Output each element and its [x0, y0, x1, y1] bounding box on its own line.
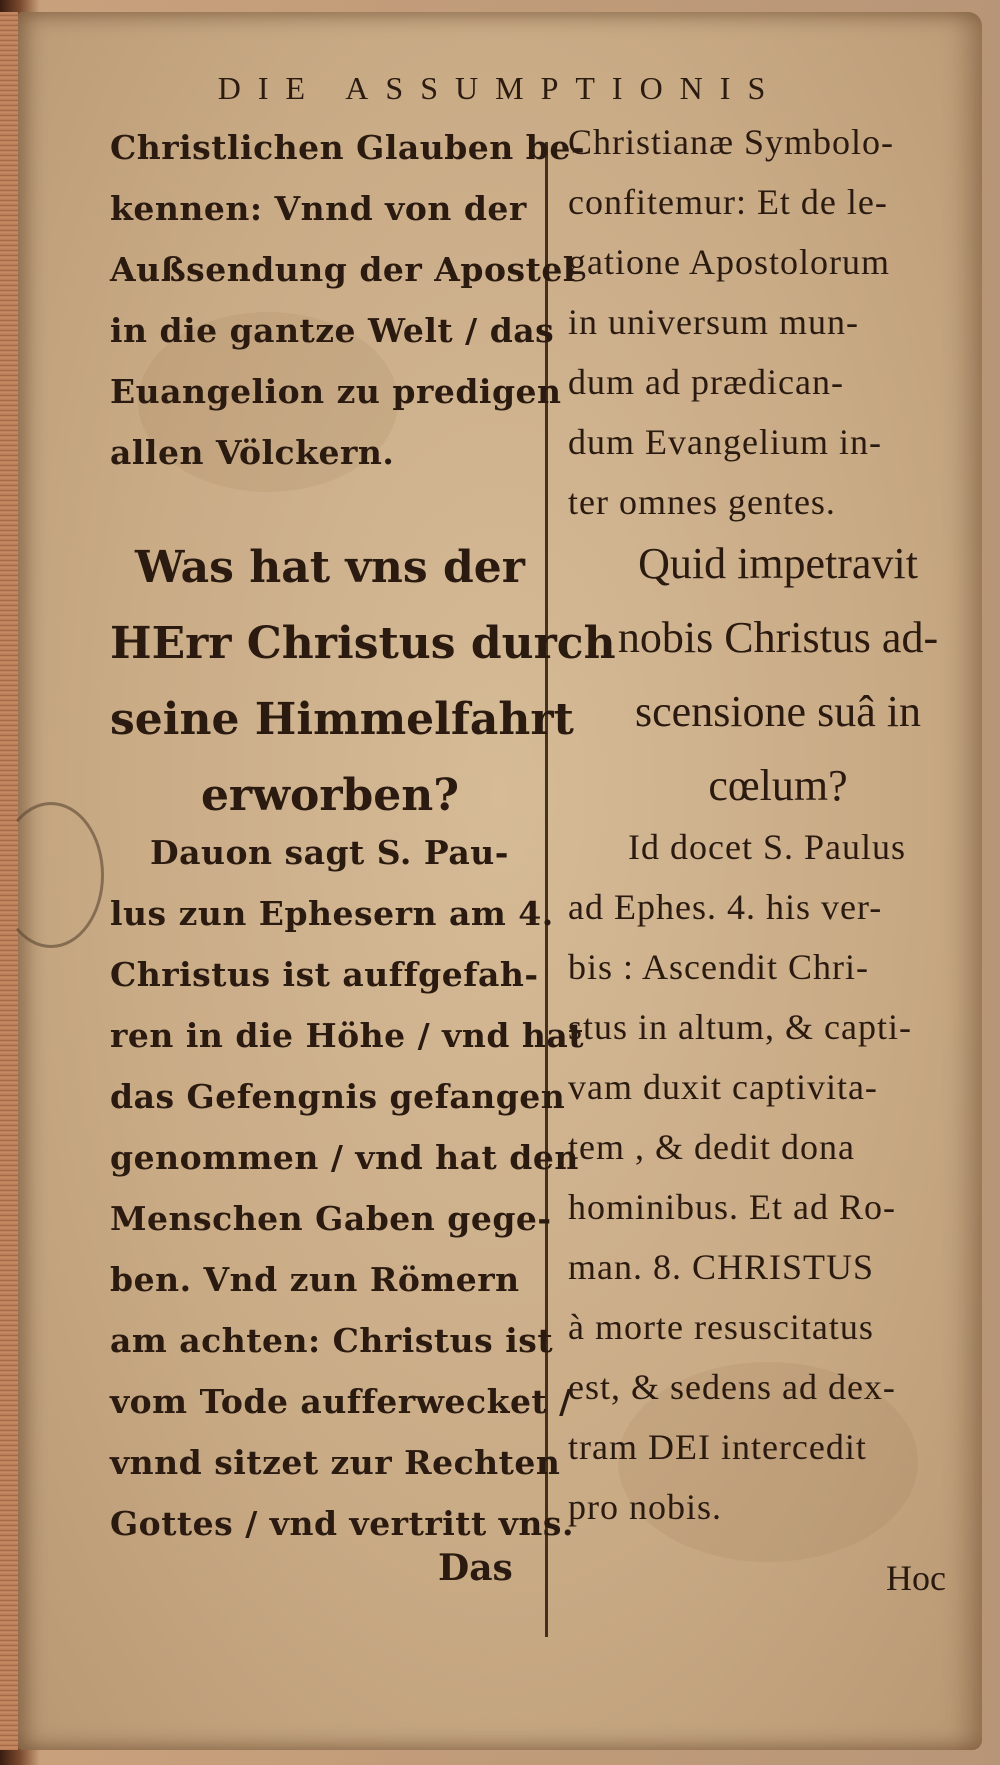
german-answer: [110, 822, 585, 1554]
text-line: stus in altum, & capti-: [568, 1007, 912, 1047]
text-line: ad Ephes. 4. his ver-: [568, 887, 883, 927]
text-line: ter omnes gentes.: [568, 482, 836, 522]
text-line: est, & sedens ad dex-: [568, 1367, 896, 1407]
text-line: pro nobis.: [568, 1487, 722, 1527]
heading-line: seine Himmelfahrt: [110, 694, 574, 745]
text-line: bis : Ascendit Chri-: [568, 947, 869, 987]
german-intro: [110, 117, 586, 483]
text-line: confitemur: Et de le-: [568, 182, 888, 222]
text-line: tem , & dedit dona: [568, 1127, 855, 1167]
text-line: dum ad prædican-: [568, 362, 844, 402]
text-line: gatione Apostolorum: [568, 242, 890, 282]
text-line: Außsendung der Apostel: [110, 250, 576, 289]
text-line: Christus ist auffgefah-: [110, 955, 539, 994]
text-line: genommen / vnd hat den: [110, 1138, 579, 1177]
text-line: man. 8. CHRISTUS: [568, 1247, 875, 1287]
text-line: in universum mun-: [568, 302, 859, 342]
text-line: Id docet S. Paulus: [628, 827, 906, 867]
heading-line: Quid impetravit: [638, 539, 918, 588]
heading-line: HErr Christus durch: [110, 618, 616, 669]
text-line: das Gefengnis gefangen: [110, 1077, 566, 1116]
page-clip: [0, 802, 104, 948]
text-line: à morte resuscitatus: [568, 1307, 874, 1347]
text-line: Dauon sagt S. Pau-: [150, 833, 509, 872]
text-line: ben. Vnd zun Römern: [110, 1260, 520, 1299]
text-line: Christlichen Glauben be-: [110, 128, 586, 167]
text-line: Christianæ Symbolo-: [568, 122, 895, 162]
catchword-right: Hoc: [886, 1558, 946, 1598]
text-line: am achten: Christus ist: [110, 1321, 554, 1360]
text-line: Euangelion zu predigen: [110, 372, 562, 411]
heading-line: scensione suâ in: [635, 687, 921, 736]
text-line: in die gantze Welt / das: [110, 311, 555, 350]
running-title: DIE ASSUMPTIONIS: [217, 70, 783, 106]
heading-line: Was hat vns der: [135, 542, 525, 593]
text-line: lus zun Ephesern am 4.: [110, 894, 554, 933]
catchword-left: Das: [438, 1547, 513, 1589]
book-page: [18, 12, 982, 1750]
heading-line: nobis Christus ad-: [617, 613, 939, 662]
latin-answer: [568, 817, 988, 1537]
text-line: vom Tode aufferwecket /: [110, 1382, 572, 1421]
text-line: Gottes / vnd vertritt vns.: [110, 1504, 574, 1543]
text-line: vam duxit captivita-: [568, 1067, 878, 1107]
text-line: hominibus. Et ad Ro-: [568, 1187, 896, 1227]
text-line: dum Evangelium in-: [568, 422, 882, 462]
text-line: kennen: Vnnd von der: [110, 189, 527, 228]
text-line: vnnd sitzet zur Rechten: [110, 1443, 561, 1482]
heading-line: erworben?: [200, 770, 460, 821]
latin-intro: [568, 112, 988, 532]
heading-line: cœlum?: [708, 761, 848, 810]
text-line: ren in die Höhe / vnd hat: [110, 1016, 585, 1055]
text-line: allen Völckern.: [110, 433, 395, 472]
german-question: [110, 530, 616, 834]
text-line: Menschen Gaben gege-: [110, 1199, 552, 1238]
text-line: tram DEI intercedit: [568, 1427, 867, 1467]
latin-question: [568, 527, 988, 823]
